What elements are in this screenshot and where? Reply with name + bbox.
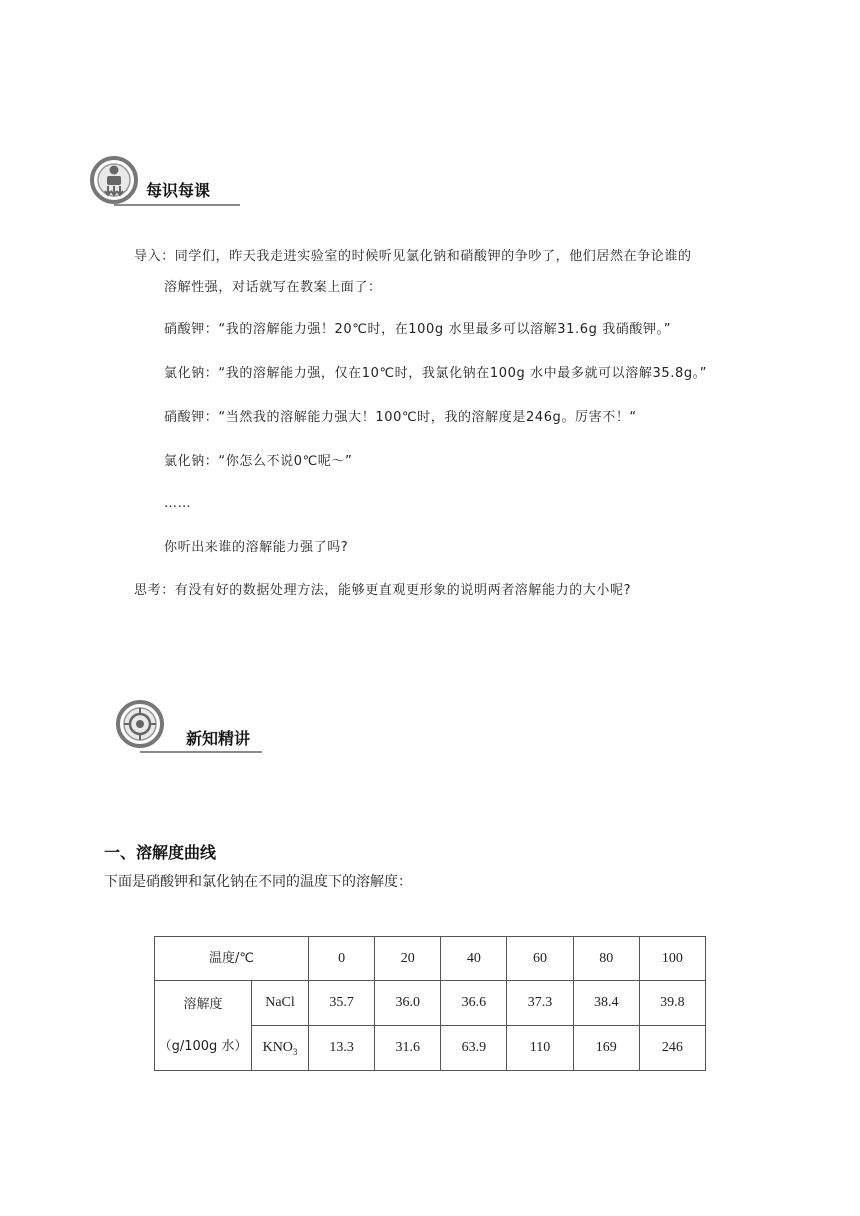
dialog-question: 你听出来谁的溶解能力强了吗? [164, 540, 349, 555]
intro-lead: 导入：同学们，昨天我走进实验室的时候听见氯化钠和硝酸钾的争吵了，他们居然在争论谁的 [134, 249, 692, 264]
kno3-cell: 31.6 [375, 1026, 441, 1071]
nacl-label: NaCl [252, 981, 309, 1026]
temp-cell: 40 [441, 937, 507, 981]
nacl-cell: 37.3 [507, 981, 573, 1026]
nacl-cell: 38.4 [573, 981, 639, 1026]
section-rule-1 [114, 204, 240, 206]
solubility-label-line2: （g/100g 水） [158, 1038, 248, 1054]
dialog-line: 硝酸钾：“当然我的溶解能力强大！100℃时，我的溶解度是246g。厉害不！“ [164, 410, 637, 425]
dialog-line: 氯化钠：“我的溶解能力强，仅在10℃时，我氯化钠在100g 水中最多就可以溶解35.8g。” [164, 366, 708, 381]
temp-cell: 80 [573, 937, 639, 981]
kno3-cell: 63.9 [441, 1026, 507, 1071]
temp-cell: 60 [507, 937, 573, 981]
dialog-line: 硝酸钾：“我的溶解能力强！20℃时，在100g 水里最多可以溶解31.6g 我硝酸钾。” [164, 322, 672, 337]
kno3-cell: 110 [507, 1026, 573, 1071]
heading-solubility-curve: 一、溶解度曲线 [104, 843, 217, 862]
temp-cell: 20 [375, 937, 441, 981]
section-title-2: 新知精讲 [186, 729, 251, 748]
temp-cell: 0 [309, 937, 375, 981]
temp-cell: 100 [639, 937, 705, 981]
solubility-label [155, 981, 252, 1071]
nacl-cell: 36.0 [375, 981, 441, 1026]
kno3-cell: 246 [639, 1026, 705, 1071]
section-header-2 [114, 696, 264, 756]
nacl-cell: 39.8 [639, 981, 705, 1026]
solubility-table [154, 936, 706, 1071]
table-intro: 下面是硝酸钾和氯化钠在不同的温度下的溶解度： [104, 874, 412, 890]
person-arrows-icon [88, 152, 144, 208]
table-row [155, 981, 706, 1026]
intro-lead-cont: 溶解性强，对话就写在教案上面了： [164, 280, 382, 295]
solubility-label-line1: 溶解度 [183, 996, 223, 1012]
target-icon [114, 696, 170, 752]
section-title-1: 每识每课 [146, 181, 211, 200]
kno3-label-text: KNO [262, 1039, 293, 1055]
kno3-label [252, 1026, 309, 1071]
think-prompt: 思考：有没有好的数据处理方法，能够更直观更形象的说明两者溶解能力的大小呢? [134, 583, 632, 598]
nacl-cell: 35.7 [309, 981, 375, 1026]
kno3-subscript: 3 [292, 1046, 298, 1057]
dialog-line: 氯化钠：“你怎么不说0℃呢～” [164, 454, 353, 469]
section-header-1 [88, 150, 238, 210]
table-row [155, 937, 706, 981]
nacl-cell: 36.6 [441, 981, 507, 1026]
header-temp-label: 温度/℃ [155, 937, 309, 981]
kno3-cell: 169 [573, 1026, 639, 1071]
dialog-ellipsis: …… [164, 496, 192, 511]
kno3-cell: 13.3 [309, 1026, 375, 1071]
section-rule-2 [140, 751, 262, 753]
